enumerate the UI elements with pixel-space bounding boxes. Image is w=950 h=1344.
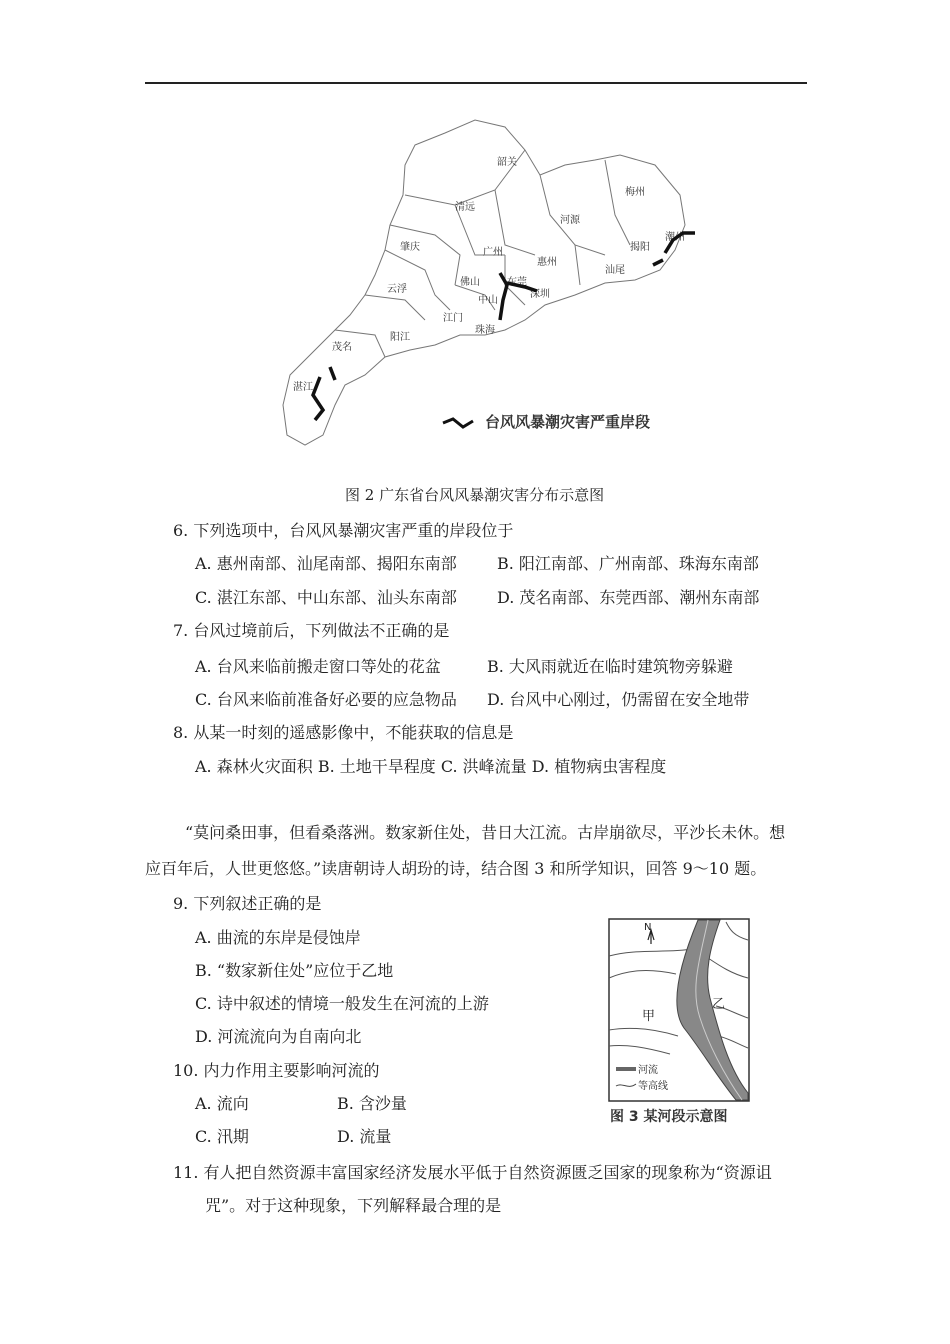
q6-option-a[interactable]: A. 惠州南部、汕尾南部、揭阳东南部 [195, 554, 457, 573]
map-label: 广州 [483, 247, 503, 258]
north-label: N [644, 922, 652, 933]
figure2-caption: 图 2 广东省台风风暴潮灾害分布示意图 [345, 486, 605, 504]
legend-line-icon [443, 419, 473, 427]
q10-option-b[interactable]: B. 含沙量 [337, 1094, 407, 1113]
q10-stem: 10. 内力作用主要影响河流的 [173, 1061, 380, 1080]
q8-options[interactable]: A. 森林火灾面积 B. 土地干旱程度 C. 洪峰流量 D. 植物病虫害程度 [195, 757, 667, 776]
map-label: 梅州 [625, 187, 645, 198]
label-yi: 乙 [712, 997, 726, 1012]
map-label: 佛山 [460, 277, 480, 288]
q9-option-d[interactable]: D. 河流流向为自南向北 [195, 1027, 362, 1046]
q6-option-b[interactable]: B. 阳江南部、广州南部、珠海东南部 [497, 554, 759, 573]
q9-option-a[interactable]: A. 曲流的东岸是侵蚀岸 [195, 928, 361, 947]
q11-stem-line1: 11. 有人把自然资源丰富国家经济发展水平低于自然资源匮乏国家的现象称为“资源诅 [173, 1163, 772, 1182]
q9-option-b[interactable]: B. “数家新住处”应位于乙地 [195, 961, 394, 980]
map-label: 惠州 [537, 257, 557, 268]
map-label: 中山 [478, 295, 498, 306]
map-label: 阳江 [390, 332, 410, 343]
map-label: 揭阳 [630, 242, 650, 253]
map-label: 江门 [443, 313, 463, 324]
map-label: 云浮 [387, 284, 407, 295]
legend-river-label: 河流 [638, 1065, 658, 1076]
guangdong-map [275, 105, 695, 455]
label-jia: 甲 [642, 1009, 656, 1024]
q6-option-d[interactable]: D. 茂名南部、东莞西部、潮州东南部 [497, 588, 760, 607]
q6-stem: 6. 下列选项中，台风风暴潮灾害严重的岸段位于 [173, 521, 514, 540]
q9-stem: 9. 下列叙述正确的是 [173, 894, 322, 913]
map-label: 肇庆 [400, 242, 420, 253]
q6-option-c[interactable]: C. 湛江东部、中山东部、汕头东南部 [195, 588, 457, 607]
poem-passage-line1: “莫问桑田事，但看桑落洲。数家新住处，昔日大江流。古岸崩欲尽，平沙长未休。想 [185, 823, 786, 842]
river-section-diagram [608, 918, 750, 1108]
q7-option-c[interactable]: C. 台风来临前准备好必要的应急物品 [195, 690, 457, 709]
q10-option-a[interactable]: A. 流向 [195, 1094, 249, 1113]
q7-stem: 7. 台风过境前后，下列做法不正确的是 [173, 621, 450, 640]
q7-option-b[interactable]: B. 大风雨就近在临时建筑物旁躲避 [487, 657, 733, 676]
map-label: 汕尾 [605, 265, 625, 276]
header-rule [145, 82, 807, 84]
map-legend-label: 台风风暴潮灾害严重岸段 [485, 413, 651, 431]
poem-passage-line2: 应百年后，人世更悠悠。”读唐朝诗人胡玢的诗，结合图 3 和所学知识，回答 9～10 题。 [145, 859, 767, 878]
q9-option-c[interactable]: C. 诗中叙述的情境一般发生在河流的上游 [195, 994, 489, 1013]
map-label: 韶关 [497, 157, 517, 168]
map-label: 清远 [455, 202, 475, 213]
figure3-caption: 图 3 某河段示意图 [610, 1109, 728, 1125]
map-label: 湛江 [293, 382, 313, 393]
legend-contour-label: 等高线 [638, 1081, 668, 1092]
map-label: 东莞 [507, 277, 527, 288]
map-label: 河源 [560, 215, 580, 226]
map-label: 茂名 [332, 342, 352, 353]
q10-option-d[interactable]: D. 流量 [337, 1127, 392, 1146]
q7-option-a[interactable]: A. 台风来临前搬走窗口等处的花盆 [195, 657, 441, 676]
q7-option-d[interactable]: D. 台风中心刚过，仍需留在安全地带 [487, 690, 750, 709]
map-label: 深圳 [530, 289, 550, 300]
q11-stem-line2: 咒”。对于这种现象，下列解释最合理的是 [205, 1196, 502, 1215]
map-label: 潮州 [665, 232, 685, 243]
q8-stem: 8. 从某一时刻的遥感影像中，不能获取的信息是 [173, 723, 514, 742]
map-label: 珠海 [475, 325, 495, 336]
q10-option-c[interactable]: C. 汛期 [195, 1127, 249, 1146]
